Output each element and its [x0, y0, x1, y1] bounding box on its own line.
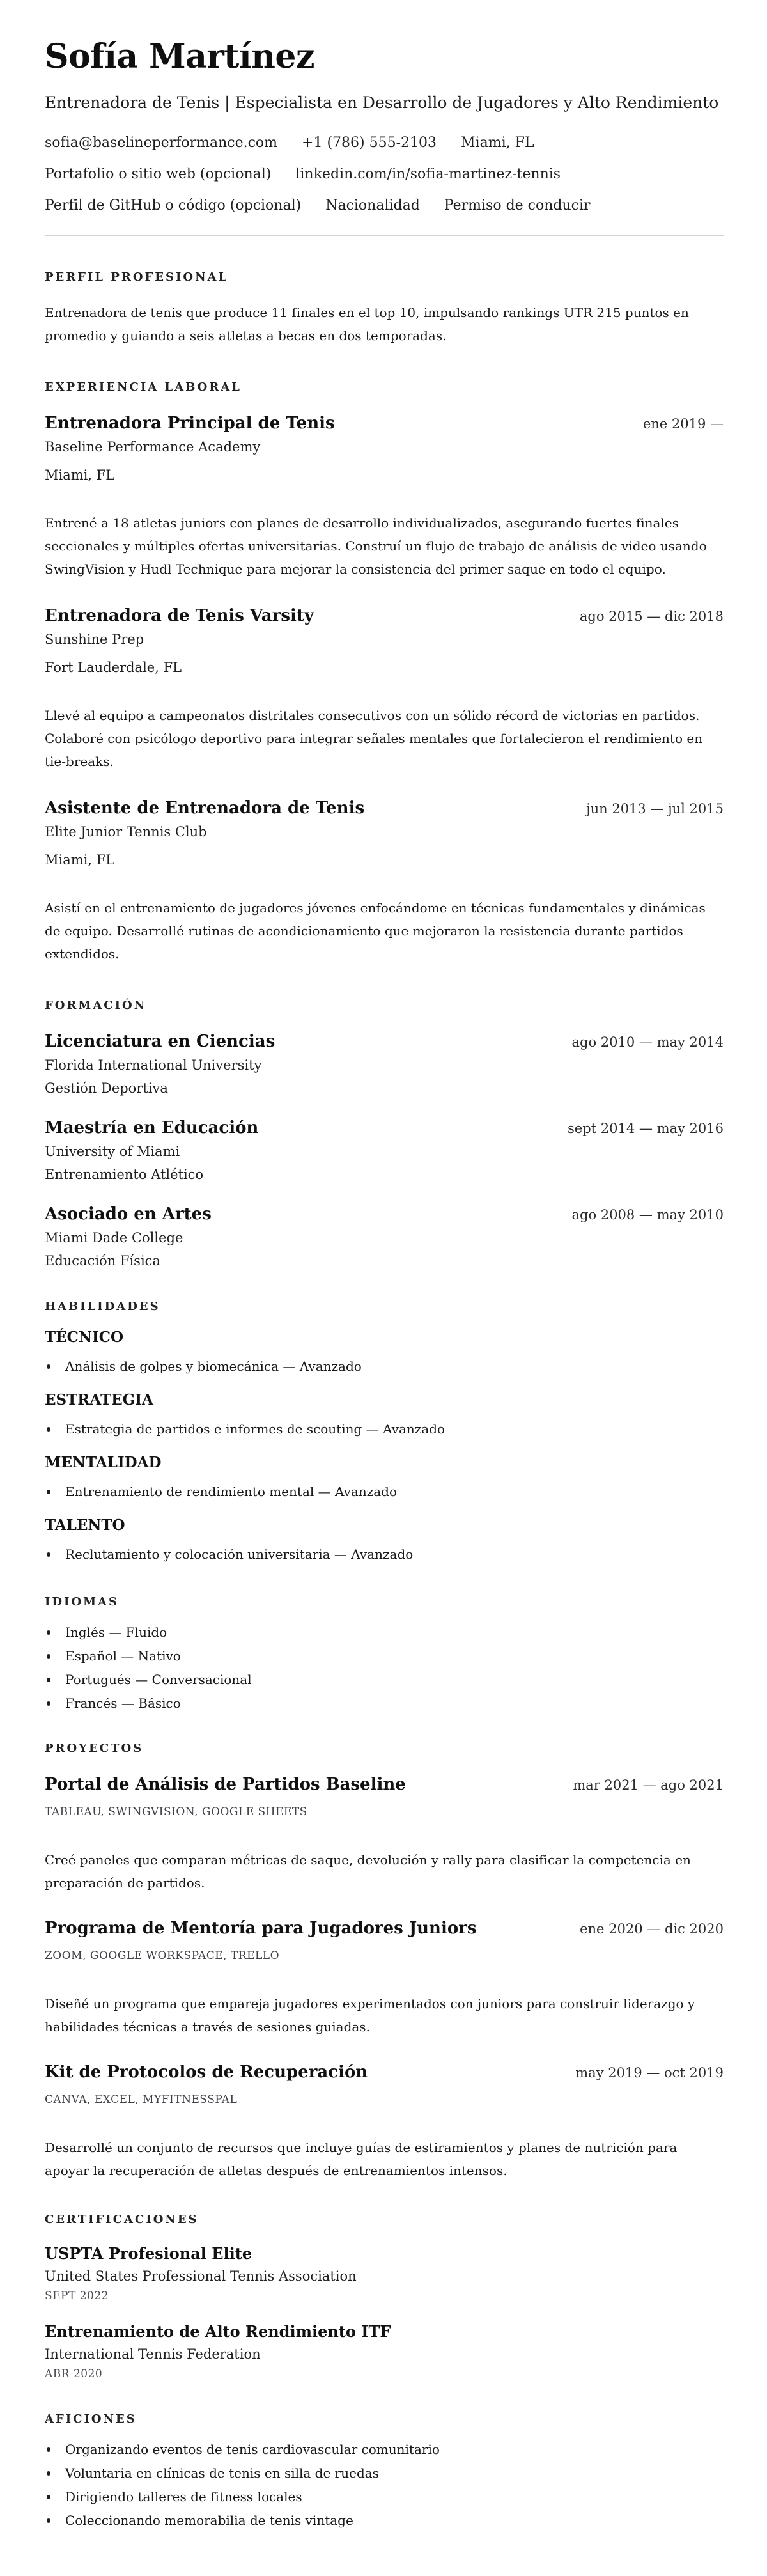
skill-group	[45, 1391, 724, 1440]
degree-field: Entrenamiento Atlético	[45, 1167, 204, 1182]
degree-school: University of Miami	[45, 1144, 180, 1159]
contact-nationality: Nacionalidad	[325, 198, 420, 214]
project-entry	[45, 1774, 724, 1894]
job-title: Entrenadora de Tenis Varsity	[45, 606, 314, 625]
section-experience	[45, 379, 724, 965]
degree-title: Maestría en Educación	[45, 1118, 259, 1137]
hobby-item: Voluntaria en clínicas de tenis en silla de ruedas	[45, 2462, 724, 2485]
skill-list	[45, 1355, 724, 1378]
education-entry	[45, 1203, 724, 1270]
job-description: Entrené a 18 atletas juniors con planes de desarrollo individualizados, asegurando fuertes finales seccionales y múltiples ofertas universitarias. Construí un flujo de trabajo de análisis de video usando SwingVision y Hudl Technique para mejorar la consistencia del primer saque en todo el equipo.	[45, 515, 707, 577]
contact-email: sofia@baselineperformance.com	[45, 135, 278, 151]
degree-title: Licenciatura en Ciencias	[45, 1032, 275, 1051]
section-heading-languages: IDIOMAS	[45, 1595, 120, 1609]
section-certifications	[45, 2212, 724, 2382]
job-company: Elite Junior Tennis Club	[45, 824, 207, 839]
job-title: Entrenadora Principal de Tenis	[45, 414, 335, 433]
skill-list	[45, 1543, 724, 1566]
project-description: Creé paneles que comparan métricas de saque, devolución y rally para clasificar la competencia en preparación de partidos.	[45, 1852, 691, 1891]
hobby-list	[45, 2438, 724, 2532]
certification-org: United States Professional Tennis Association	[45, 2268, 357, 2284]
project-header	[45, 1774, 724, 1796]
certification-name: Entrenamiento de Alto Rendimiento ITF	[45, 2322, 391, 2341]
skill-item: Reclutamiento y colocación universitaria — Avanzado	[45, 1543, 724, 1566]
job-dates: ago 2015 — dic 2018	[579, 609, 724, 624]
certification-entry	[45, 2244, 724, 2304]
job-location: Fort Lauderdale, FL	[45, 660, 182, 675]
contact-row	[45, 132, 724, 155]
job-dates: jun 2013 — jul 2015	[586, 801, 724, 816]
skill-group	[45, 1516, 724, 1566]
contact-row	[45, 163, 724, 186]
section-heading-projects: PROYECTOS	[45, 1742, 144, 1755]
certification-entry	[45, 2322, 724, 2382]
job-entry	[45, 605, 724, 773]
section-heading-experience: EXPERIENCIA LABORAL	[45, 380, 242, 394]
profile-summary: Entrenadora de tenis que produce 11 finales en el top 10, impulsando rankings UTR 215 puntos en promedio y guiando a seis atletas a becas en dos temporadas.	[45, 305, 689, 343]
degree-field: Gestión Deportiva	[45, 1081, 168, 1096]
certification-name: USPTA Profesional Elite	[45, 2244, 252, 2263]
section-projects	[45, 1740, 724, 2182]
skill-item: Estrategia de partidos e informes de scouting — Avanzado	[45, 1417, 724, 1440]
project-dates: ene 2020 — dic 2020	[580, 1921, 724, 1937]
section-languages	[45, 1594, 724, 1715]
degree-dates: ago 2010 — may 2014	[571, 1034, 724, 1050]
degree-field: Educación Física	[45, 1253, 160, 1268]
contact-location: Miami, FL	[461, 135, 534, 151]
skill-list	[45, 1480, 724, 1503]
job-entry	[45, 412, 724, 581]
skill-category: MENTALIDAD	[45, 1454, 162, 1471]
job-dates: ene 2019 —	[642, 416, 724, 432]
job-entry	[45, 797, 724, 965]
section-heading-certifications: CERTIFICACIONES	[45, 2213, 199, 2226]
education-entry	[45, 1117, 724, 1184]
project-tools: CANVA, EXCEL, MYFITNESSPAL	[45, 2093, 238, 2106]
section-heading-skills: HABILIDADES	[45, 1300, 160, 1313]
section-heading-education: FORMACIÓN	[45, 999, 147, 1012]
project-description: Diseñé un programa que empareja jugadores experimentados con juniors para construir liderazgo y habilidades técnicas a través de sesiones guiadas.	[45, 1996, 695, 2034]
section-heading-profile: PERFIL PROFESIONAL	[45, 270, 229, 284]
job-location: Miami, FL	[45, 852, 115, 868]
skill-group	[45, 1328, 724, 1378]
contact-portfolio: Portafolio o sitio web (opcional)	[45, 166, 272, 182]
resume-name: Sofía Martínez	[45, 37, 314, 76]
hobby-item: Organizando eventos de tenis cardiovascular comunitario	[45, 2438, 724, 2461]
degree-school: Miami Dade College	[45, 1230, 183, 1245]
section-hobbies	[45, 2411, 724, 2532]
project-tools: ZOOM, GOOGLE WORKSPACE, TRELLO	[45, 1949, 280, 1962]
skill-category: ESTRATEGIA	[45, 1391, 153, 1409]
language-item: Portugués — Conversacional	[45, 1668, 724, 1691]
job-title: Asistente de Entrenadora de Tenis	[45, 799, 365, 818]
degree-dates: ago 2008 — may 2010	[571, 1207, 724, 1222]
header-divider	[45, 235, 724, 236]
contact-phone: +1 (786) 555-2103	[302, 135, 437, 151]
certification-date: SEPT 2022	[45, 2290, 109, 2302]
skill-item: Análisis de golpes y biomecánica — Avanzado	[45, 1355, 724, 1378]
skill-category: TÉCNICO	[45, 1329, 124, 1346]
language-item: Español — Nativo	[45, 1644, 724, 1667]
certification-org: International Tennis Federation	[45, 2346, 261, 2362]
project-header	[45, 1917, 724, 1940]
project-entry	[45, 2061, 724, 2182]
project-name: Kit de Protocolos de Recuperación	[45, 2063, 368, 2082]
contact-github: Perfil de GitHub o código (opcional)	[45, 198, 302, 214]
job-company: Sunshine Prep	[45, 632, 144, 647]
project-name: Portal de Análisis de Partidos Baseline	[45, 1775, 406, 1794]
hobby-item: Coleccionando memorabilia de tenis vintage	[45, 2509, 724, 2532]
skill-category: TALENTO	[45, 1517, 125, 1534]
degree-school: Florida International University	[45, 1058, 262, 1073]
job-header	[45, 412, 724, 435]
section-profile	[45, 269, 724, 347]
skill-list	[45, 1417, 724, 1440]
project-entry	[45, 1917, 724, 2038]
degree-dates: sept 2014 — may 2016	[568, 1121, 724, 1136]
skill-group	[45, 1453, 724, 1503]
education-entry	[45, 1031, 724, 1098]
headline: Entrenadora de Tenis | Especialista en Desarrollo de Jugadores y Alto Rendimiento	[45, 93, 719, 112]
education-header	[45, 1117, 724, 1139]
job-description: Asistí en el entrenamiento de jugadores jóvenes enfocándome en técnicas fundamentales y dinámicas de equipo. Desarrollé rutinas de acondicionamiento que mejoraron la resistencia durante partidos extendidos.	[45, 900, 706, 962]
degree-title: Asociado en Artes	[45, 1205, 212, 1224]
project-description: Desarrollé un conjunto de recursos que incluye guías de estiramientos y planes de nutrición para apoyar la recuperación de atletas después de entrenamientos intensos.	[45, 2140, 678, 2178]
project-name: Programa de Mentoría para Jugadores Juniors	[45, 1919, 477, 1938]
language-item: Inglés — Fluido	[45, 1621, 724, 1644]
job-header	[45, 797, 724, 820]
project-header	[45, 2061, 724, 2084]
hobby-item: Dirigiendo talleres de fitness locales	[45, 2485, 724, 2508]
contact-block	[45, 132, 724, 217]
language-list	[45, 1621, 724, 1715]
education-header	[45, 1203, 724, 1226]
resume-header	[45, 37, 724, 236]
skill-item: Entrenamiento de rendimiento mental — Avanzado	[45, 1480, 724, 1503]
job-description: Llevé al equipo a campeonatos distritales consecutivos con un sólido récord de victorias en partidos. Colaboré con psicólogo deportivo para integrar señales mentales que fortalecieron el rendimiento en tie-breaks.	[45, 708, 703, 769]
contact-driving-license: Permiso de conducir	[444, 198, 591, 214]
project-dates: may 2019 — oct 2019	[575, 2065, 724, 2080]
contact-linkedin: linkedin.com/in/sofia-martinez-tennis	[295, 166, 561, 182]
project-dates: mar 2021 — ago 2021	[573, 1777, 724, 1793]
section-education	[45, 997, 724, 1270]
project-tools: TABLEAU, SWINGVISION, GOOGLE SHEETS	[45, 1806, 307, 1818]
job-location: Miami, FL	[45, 467, 115, 483]
job-company: Baseline Performance Academy	[45, 439, 261, 455]
section-heading-hobbies: AFICIONES	[45, 2412, 137, 2426]
language-item: Francés — Básico	[45, 1692, 724, 1715]
job-header	[45, 605, 724, 627]
certification-date: ABR 2020	[45, 2368, 103, 2380]
section-skills	[45, 1299, 724, 1566]
contact-row	[45, 194, 724, 217]
education-header	[45, 1031, 724, 1053]
